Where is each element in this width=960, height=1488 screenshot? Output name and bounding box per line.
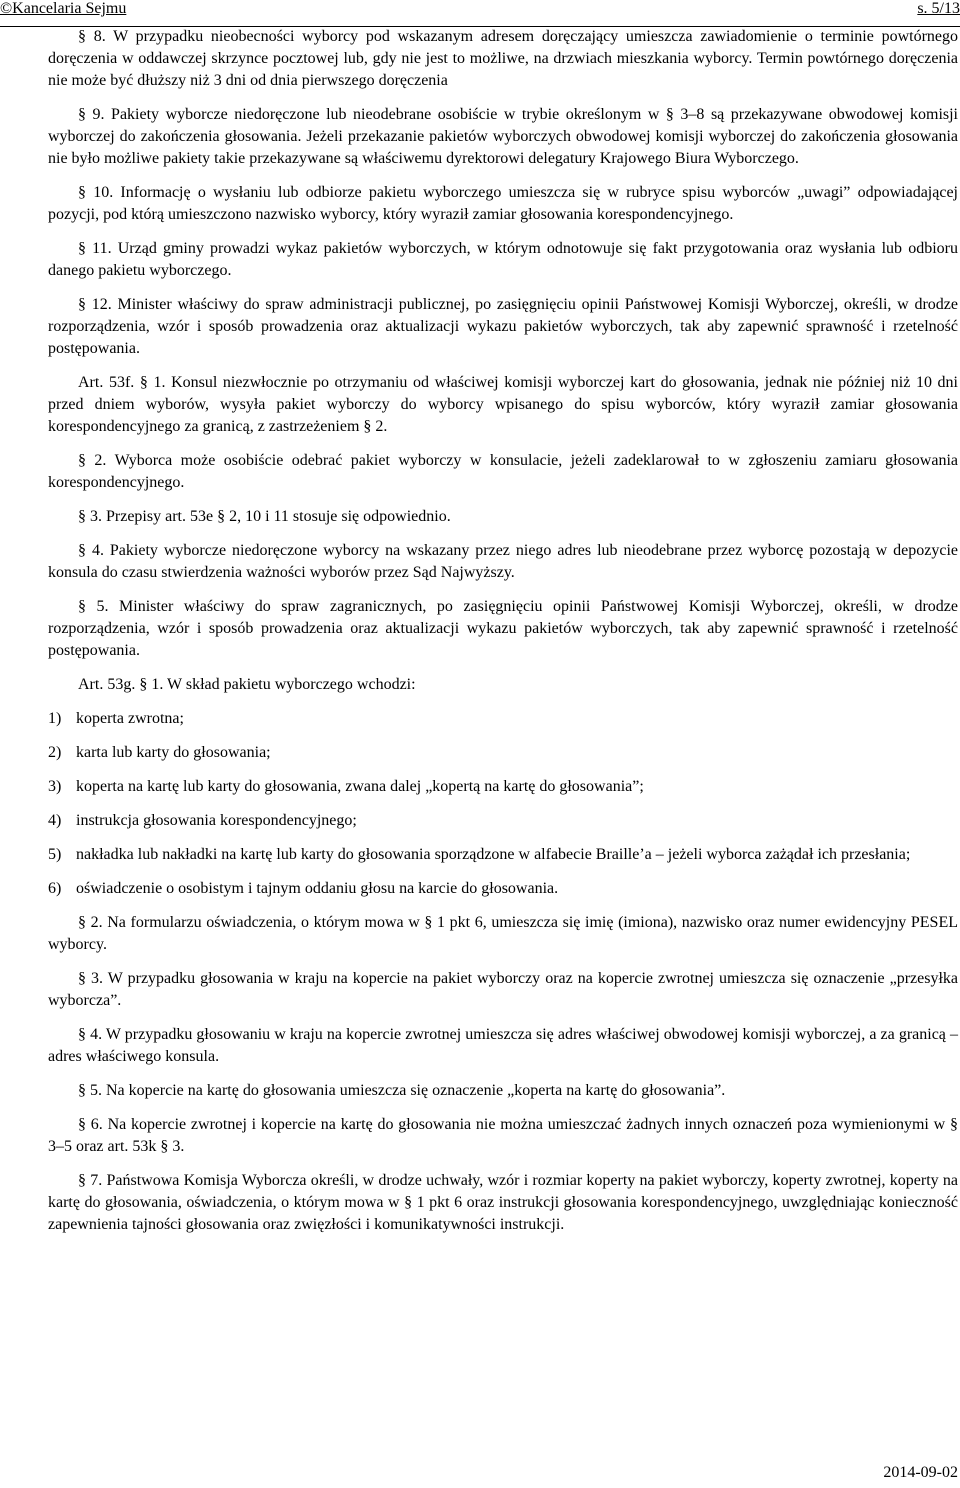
article-53g-para-1: Art. 53g. § 1. W skład pakietu wyborczego wchodzi: — [78, 676, 416, 693]
package-contents-list — [48, 708, 958, 900]
list-item-number: 4) — [48, 812, 62, 829]
list-item-text: koperta zwrotna; — [76, 710, 184, 727]
article-53f-para-3: § 3. Przepisy art. 53e § 2, 10 i 11 stosuje się odpowiednio. — [78, 508, 451, 525]
list-item-text: instrukcja głosowania korespondencyjnego; — [76, 812, 357, 829]
list-item-number: 1) — [48, 710, 62, 727]
article-53g-para-6: § 6. Na kopercie zwrotnej i kopercie na kartę do głosowania nie można umieszczać żadnych innych oznaczeń poza wymienionymi w § 3–5 oraz art. 53k § 3. — [48, 1116, 958, 1155]
article-53g-para-5: § 5. Na kopercie na kartę do głosowania umieszcza się oznaczenie „koperta na kartę do głosowania”. — [78, 1082, 726, 1099]
paragraph-10: § 10. Informację o wysłaniu lub odbiorze pakietu wyborczego umieszcza się w rubryce spisu wyborców „uwagi” odpowiadającej pozycji, pod którą umieszczono nazwisko wyborcy, który wyraził zamiar głosowania korespondencyjnego. — [48, 184, 958, 223]
document-body — [48, 26, 958, 1248]
article-53f-para-4: § 4. Pakiety wyborcze niedoręczone wyborcy na wskazany przez niego adres lub nieodebrane przez wyborcę pozostają w depozycie konsula do czasu stwierdzenia ważności wyborów przez Sąd Najwyższy. — [48, 542, 958, 581]
article-53g-para-4: § 4. W przypadku głosowaniu w kraju na kopercie zwrotnej umieszcza się adres właściwej obwodowej komisji wyborczej, a za granicą – adres właściwego konsula. — [48, 1026, 958, 1065]
list-item — [48, 810, 958, 832]
list-item — [48, 708, 958, 730]
list-item-number: 6) — [48, 880, 62, 897]
list-item-number: 2) — [48, 744, 62, 761]
article-53f-para-1: Art. 53f. § 1. Konsul niezwłocznie po otrzymaniu od właściwej komisji wyborczej kart do głosowania, jednak nie później niż 10 dni przed dniem wyborów, wysyła pakiet wyborczy do wyborcy wpisanego do spisu wyborców, który wyraził zamiar głosowania korespondencyjnego za granicą, z zastrzeżeniem § 2. — [48, 374, 958, 435]
page-header — [0, 0, 960, 27]
publisher-link[interactable]: ©Kancelaria Sejmu — [0, 0, 127, 17]
document-date: 2014-09-02 — [883, 1464, 958, 1481]
list-item-number: 3) — [48, 778, 62, 795]
paragraph-12: § 12. Minister właściwy do spraw administracji publicznej, po zasięgnięciu opinii Państwowej Komisji Wyborczej, określi, w drodze rozporządzenia, wzór i sposób prowadzenia oraz aktualizacji wykazu pakietów wyborczych, tak aby zapewnić sprawność i rzetelność postępowania. — [48, 296, 958, 357]
page-number-link[interactable]: s. 5/13 — [917, 0, 960, 17]
article-53g-para-3: § 3. W przypadku głosowania w kraju na kopercie na pakiet wyborczy oraz na kopercie zwrotnej umieszcza się oznaczenie „przesyłka wyborcza”. — [48, 970, 958, 1009]
list-item-text: karta lub karty do głosowania; — [76, 744, 271, 761]
list-item — [48, 878, 958, 900]
list-item-text: koperta na kartę lub karty do głosowania, zwana dalej „kopertą na kartę do głosowania”; — [76, 778, 644, 795]
list-item-number: 5) — [48, 846, 62, 863]
article-53g-para-7: § 7. Państwowa Komisja Wyborcza określi, w drodze uchwały, wzór i rozmiar koperty na pakiet wyborczy, koperty zwrotnej, koperty na kartę do głosowania, oświadczenia, o którym mowa w § 1 pkt 6 oraz instrukcji głosowania korespondencyjnego, uwzględniając konieczność zapewnienia tajności głosowania oraz zwięzłości i komunikatywności instrukcji. — [48, 1172, 958, 1233]
list-item — [48, 776, 958, 798]
article-53f-para-5: § 5. Minister właściwy do spraw zagranicznych, po zasięgnięciu opinii Państwowej Komisji Wyborczej, określi, w drodze rozporządzenia, wzór i sposób prowadzenia oraz aktualizacji wykazu pakietów wyborczych, tak aby zapewnić sprawność i rzetelność postępowania. — [48, 598, 958, 659]
paragraph-9: § 9. Pakiety wyborcze niedoręczone lub nieodebrane osobiście w trybie określonym w § 3–8 są przekazywane obwodowej komisji wyborczej do zakończenia głosowania. Jeżeli przekazanie pakietów wyborczych obwodowej komisji wyborczej do zakończenia głosowania nie było możliwe pakiety takie przekazywane są właściwemu dyrektorowi delegatury Krajowego Biura Wyborczego. — [48, 106, 958, 167]
list-item-text: nakładka lub nakładki na kartę lub karty do głosowania sporządzone w alfabecie Braille’a – jeżeli wyborca zażądał ich przesłania; — [76, 846, 911, 863]
list-item — [48, 742, 958, 764]
list-item-text: oświadczenie o osobistym i tajnym oddaniu głosu na karcie do głosowania. — [76, 880, 559, 897]
paragraph-11: § 11. Urząd gminy prowadzi wykaz pakietów wyborczych, w którym odnotowuje się fakt przygotowania oraz wysłania lub odbioru danego pakietu wyborczego. — [48, 240, 958, 279]
paragraph-8: § 8. W przypadku nieobecności wyborcy pod wskazanym adresem doręczający umieszcza zawiadomienie o terminie powtórnego doręczenia w oddawczej skrzynce pocztowej lub, gdy nie jest to możliwe, na drzwiach mieszkania wyborcy. Termin powtórnego doręczenia nie może być dłuższy niż 3 dni od dnia pierwszego doręczenia — [48, 28, 958, 89]
list-item — [48, 844, 958, 866]
article-53g-para-2: § 2. Na formularzu oświadczenia, o którym mowa w § 1 pkt 6, umieszcza się imię (imiona), nazwisko oraz numer ewidencyjny PESEL wyborcy. — [48, 914, 958, 953]
article-53f-para-2: § 2. Wyborca może osobiście odebrać pakiet wyborczy w konsulacie, jeżeli zadeklarował to w zgłoszeniu zamiaru głosowania korespondencyjnego. — [48, 452, 958, 491]
